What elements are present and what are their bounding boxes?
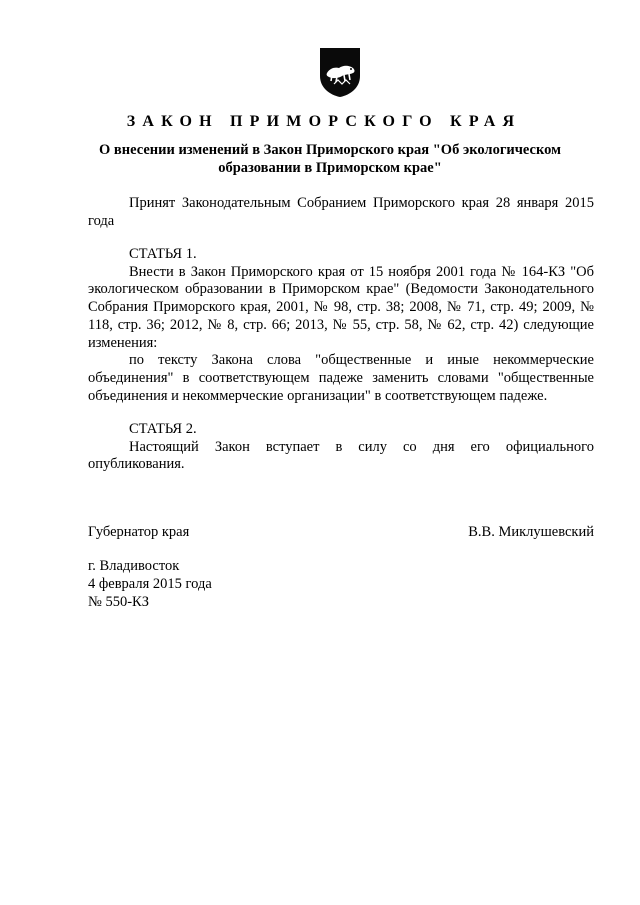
law-subject-line-1: О внесении изменений в Закон Приморского края "Об экологическом	[99, 142, 561, 158]
primorye-coat-of-arms-icon	[318, 46, 362, 98]
article-1-paragraph-1: Внести в Закон Приморского края от 15 ноября 2001 года № 164-КЗ "Об экологическом образовании в Приморском крае" (Ведомости Законодательного Собрания Приморского края, 2001, № 98, стр. 38; 2008, № 71, стр. 49; 2009, № 118, стр. 36; 2012, № 8, стр. 66; 2013, № 55, стр. 58, № 62, стр. 42) следующие изменения:	[88, 263, 594, 351]
article-1-heading: СТАТЬЯ 1.	[129, 246, 197, 262]
city: г. Владивосток	[88, 558, 180, 574]
place-date-block	[88, 557, 212, 611]
article-1	[88, 246, 594, 405]
article-2-paragraph-1: Настоящий Закон вступает в силу со дня его официального опубликования.	[88, 438, 594, 473]
adoption-note	[88, 195, 594, 230]
signing-date: 4 февраля 2015 года	[88, 576, 212, 592]
signer-name: В.В. Миклушевский	[468, 524, 594, 540]
article-1-paragraph-2: по тексту Закона слова "общественные и иные некоммерческие объединения" в соответствующем падеже заменить словами "общественные объединения и некоммерческие организации" в соответствующем падеже.	[88, 352, 594, 404]
signer-position: Губернатор края	[88, 524, 190, 540]
article-2-heading: СТАТЬЯ 2.	[129, 421, 197, 437]
article-2	[88, 421, 594, 474]
law-subject-line-2: образовании в Приморском крае"	[218, 160, 442, 176]
law-number: № 550-КЗ	[88, 594, 149, 610]
law-subject	[60, 141, 600, 177]
law-title: ЗАКОН ПРИМОРСКОГО КРАЯ	[126, 113, 522, 130]
adoption-text: Принят Законодательным Собранием Приморского края 28 января 2015 года	[88, 195, 594, 229]
